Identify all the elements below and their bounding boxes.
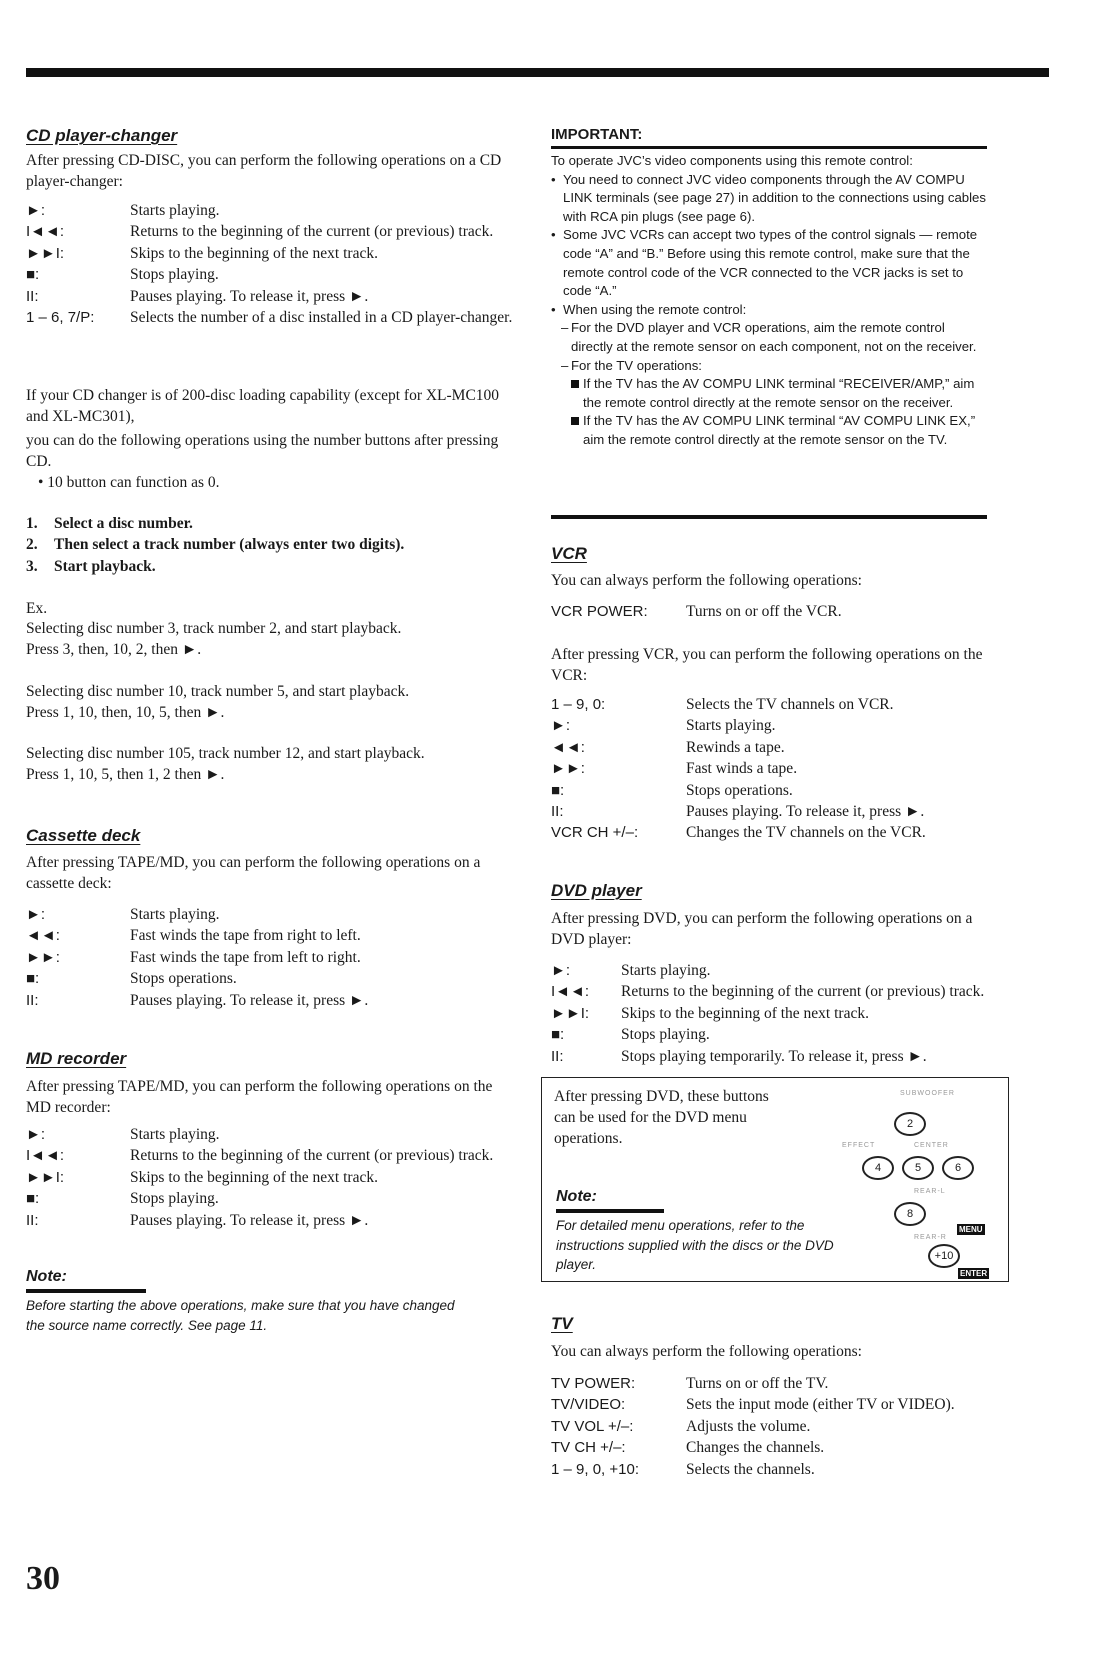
step-row: [26, 534, 516, 555]
op-key: 1 – 9, 0, +10:: [551, 1460, 639, 1478]
example-1b: Press 3, then, 10, 2, then ►.: [26, 641, 202, 658]
op-desc: Selects the number of a disc installed in a CD player-changer.: [130, 309, 513, 327]
op-desc: Changes the TV channels on the VCR.: [686, 824, 926, 842]
vcr-power-row: VCR POWER: Turns on or off the VCR.: [551, 603, 842, 620]
op-key: TV CH +/–:: [551, 1439, 626, 1457]
op-key: ►:: [26, 906, 46, 923]
op-desc: Pauses playing. To release it, press ►.: [130, 1211, 369, 1229]
vcr-section-title: VCR: [551, 544, 587, 563]
important-bullet-1: • You need to connect JVC video components through the AV COMPU LINK terminals (see page 27) in addition to the connections using cables with RCA pin plugs (see page 6).: [551, 171, 986, 224]
op-row: [26, 1188, 516, 1209]
cassette-ops-list: [26, 904, 516, 1011]
button-plus10: +10: [928, 1244, 960, 1268]
op-key: TV/VIDEO:: [551, 1396, 626, 1414]
dvd-box-text: After pressing DVD, these buttons can be used for the DVD menu operations.: [554, 1088, 769, 1147]
step-text: Start playback.: [54, 557, 156, 575]
op-desc: Starts playing.: [621, 962, 711, 979]
example-label: Ex.: [26, 600, 48, 617]
example-3a: Selecting disc number 105, track number 12, and start playback.: [26, 745, 425, 762]
vcr-intro2: After pressing VCR, you can perform the following operations on the VCR:: [551, 646, 983, 684]
rear-l-label: REAR-L: [914, 1188, 946, 1195]
op-desc: Stops playing.: [130, 1190, 219, 1208]
vcr-ops-list: [551, 694, 991, 844]
op-key: I◄◄:: [26, 223, 65, 241]
dvd-ops-list: [551, 960, 1001, 1067]
op-desc: Starts playing.: [130, 906, 220, 923]
op-row: [26, 968, 516, 989]
cassette-section-title: Cassette deck: [26, 826, 141, 845]
step-number: 3.: [26, 557, 38, 575]
remote-illustration: [832, 1084, 1002, 1279]
op-desc: Starts playing.: [130, 1126, 220, 1143]
op-desc: Stops playing.: [130, 266, 219, 284]
vcr-intro: You can always perform the following operations:: [551, 572, 862, 589]
op-key: ■:: [551, 1026, 565, 1044]
op-desc: Turns on or off the TV.: [686, 1375, 829, 1392]
op-row: [551, 1416, 1001, 1437]
button-5: 5: [902, 1156, 934, 1180]
op-key: ►►:: [26, 948, 60, 966]
op-row: [26, 1145, 516, 1166]
op-row: [551, 694, 991, 715]
tv-section-title: TV: [551, 1314, 573, 1333]
important-tv-1: If the TV has the AV COMPU LINK terminal “RECEIVER/AMP,” aim the remote control directly at the remote sensor on the receiver.: [551, 375, 987, 412]
op-row: [551, 981, 1001, 1002]
note-text: Before starting the above operations, make sure that you have changed the source name correctly. See page 11.: [26, 1298, 455, 1333]
op-row: [551, 1003, 1001, 1024]
op-key: II:: [551, 803, 564, 821]
page-number: 30: [26, 1560, 60, 1597]
op-key: I◄◄:: [551, 983, 590, 1001]
op-desc: Fast winds the tape from left to right.: [130, 948, 361, 966]
example-3b: Press 1, 10, 5, then 1, 2 then ►.: [26, 766, 225, 783]
op-row: [551, 1046, 1001, 1067]
example-2a: Selecting disc number 10, track number 5, and start playback.: [26, 683, 410, 700]
dvd-note-bar: [556, 1209, 664, 1213]
op-row: [26, 1167, 516, 1188]
op-key: ■:: [26, 266, 40, 284]
step-number: 1.: [26, 515, 38, 532]
cd-section-title: CD player-changer: [26, 126, 178, 145]
important-sub-1: – For the DVD player and VCR operations, aim the remote control directly at the remote sensor on each component, not on the receiver.: [561, 320, 977, 354]
op-row: [26, 1210, 516, 1231]
op-desc: Rewinds a tape.: [686, 738, 785, 756]
op-desc: Stops playing temporarily. To release it, press ►.: [621, 1047, 927, 1065]
dvd-note-title: Note:: [556, 1188, 597, 1205]
op-key: ►:: [26, 202, 46, 219]
enter-tag: ENTER: [960, 1269, 988, 1278]
op-row: [551, 1373, 1001, 1394]
op-row: [551, 1024, 1001, 1045]
op-row: [551, 1394, 1001, 1415]
button-4: 4: [862, 1156, 894, 1180]
op-row: [26, 221, 516, 242]
example-2b: Press 1, 10, then, 10, 5, then ►.: [26, 704, 225, 721]
op-key: II:: [26, 991, 39, 1009]
square-bullet-icon: [571, 380, 579, 388]
md-ops-list: [26, 1124, 516, 1231]
op-key: ►:: [551, 717, 571, 735]
op-desc: Returns to the beginning of the current (or previous) track.: [130, 1147, 494, 1165]
button-6: 6: [942, 1156, 974, 1180]
step-text: Then select a track number (always enter two digits).: [54, 536, 405, 554]
op-key: II:: [551, 1047, 564, 1065]
op-row: [26, 1124, 516, 1145]
op-row: [551, 801, 991, 822]
op-row: [26, 243, 516, 264]
op-key: ◄◄:: [26, 927, 60, 945]
op-row: [26, 925, 516, 946]
op-row: [26, 200, 516, 221]
effect-label: EFFECT: [842, 1142, 876, 1149]
tv-intro: You can always perform the following operations:: [551, 1343, 862, 1360]
op-key: II:: [26, 287, 39, 305]
op-desc: Pauses playing. To release it, press ►.: [686, 803, 925, 821]
button-8: 8: [894, 1202, 926, 1226]
op-key: ►:: [26, 1126, 46, 1143]
dvd-section-title: DVD player: [551, 881, 642, 900]
center-label: CENTER: [914, 1142, 949, 1149]
top-rule: [26, 68, 1049, 77]
important-bullet-3: • When using the remote control:: [551, 301, 747, 317]
op-row: [26, 904, 516, 925]
important-sub-2: – For the TV operations:: [561, 357, 702, 373]
important-rule: [551, 146, 987, 149]
rear-r-label: REAR-R: [914, 1234, 947, 1241]
dvd-intro: After pressing DVD, you can perform the following operations on a DVD player:: [551, 910, 973, 948]
dvd-menu-box: [541, 1077, 1009, 1282]
op-row: [551, 1437, 1001, 1458]
op-row: [26, 990, 516, 1011]
cd-para-200disc: If your CD changer is of 200-disc loading capability (except for XL-MC100 and XL-MC301),: [26, 387, 500, 425]
step-row: [26, 556, 516, 577]
md-intro: After pressing TAPE/MD, you can perform the following operations on the MD recorder:: [26, 1078, 493, 1116]
important-bottom-rule: [551, 515, 987, 519]
op-key: 1 – 9, 0:: [551, 696, 606, 713]
op-desc: Returns to the beginning of the current (or previous) track.: [621, 983, 985, 1001]
op-desc: Starts playing.: [130, 202, 220, 219]
cd-ops-list: [26, 200, 516, 328]
op-desc: Pauses playing. To release it, press ►.: [130, 991, 369, 1009]
op-key: ►►I:: [26, 244, 65, 262]
step-row: [26, 513, 516, 534]
cd-para-number-buttons: you can do the following operations using the number buttons after pressing CD.: [26, 432, 499, 470]
op-desc: Skips to the beginning of the next track.: [621, 1004, 869, 1022]
op-key: ■:: [551, 781, 565, 799]
op-desc: Selects the channels.: [686, 1460, 815, 1478]
cassette-intro: After pressing TAPE/MD, you can perform the following operations on a cassette deck:: [26, 854, 481, 892]
step-number: 2.: [26, 536, 38, 554]
menu-tag: MENU: [959, 1225, 983, 1234]
op-row: [26, 947, 516, 968]
important-intro: To operate JVC’s video components using this remote control:: [551, 153, 913, 168]
op-desc: Skips to the beginning of the next track.: [130, 1168, 378, 1186]
op-desc: Stops playing.: [621, 1026, 710, 1044]
subwoofer-label: SUBWOOFER: [900, 1090, 955, 1097]
op-key: ►►:: [551, 760, 585, 778]
op-desc: Sets the input mode (either TV or VIDEO).: [686, 1396, 955, 1414]
cd-para-10-button: • 10 button can function as 0.: [38, 474, 220, 491]
note-bar: [26, 1289, 146, 1293]
op-desc: Stops operations.: [130, 970, 237, 988]
op-row: [551, 758, 991, 779]
op-row: [551, 960, 1001, 981]
op-row: [551, 737, 991, 758]
example-1a: Selecting disc number 3, track number 2, and start playback.: [26, 620, 402, 637]
button-2: 2: [894, 1112, 926, 1136]
op-row: [551, 1459, 1001, 1480]
step-text: Select a disc number.: [54, 515, 193, 532]
op-desc: Fast winds a tape.: [686, 760, 798, 778]
op-key: ►:: [551, 962, 571, 979]
md-section-title: MD recorder: [26, 1049, 127, 1068]
note-title: Note:: [26, 1268, 67, 1285]
op-row: [551, 715, 991, 736]
important-tv-2: If the TV has the AV COMPU LINK terminal “AV COMPU LINK EX,” aim the remote control directly at the remote sensor on the TV.: [551, 412, 987, 449]
op-key: 1 – 6, 7/P:: [26, 309, 95, 327]
important-bullet-2: • Some JVC VCRs can accept two types of the control signals — remote code “A” and “B.” Before using this remote control, make sure that the remote control code of the VCR connected to the VCR jacks is set to code “A.”: [551, 227, 978, 299]
cd-steps: [26, 513, 516, 577]
op-desc: Returns to the beginning of the current (or previous) track.: [130, 223, 494, 241]
op-desc: Selects the TV channels on VCR.: [686, 696, 894, 713]
op-row: [551, 780, 991, 801]
op-desc: Stops operations.: [686, 781, 793, 799]
op-key: II:: [26, 1211, 39, 1229]
op-key: ►►I:: [551, 1004, 590, 1022]
op-key: VCR CH +/–:: [551, 824, 639, 842]
cd-intro: After pressing CD-DISC, you can perform the following operations on a CD player-changer:: [26, 152, 502, 190]
important-title: IMPORTANT:: [551, 126, 643, 143]
op-key: ■:: [26, 1190, 40, 1208]
op-key: TV POWER:: [551, 1375, 636, 1392]
op-desc: Pauses playing. To release it, press ►.: [130, 287, 369, 305]
op-key: ►►I:: [26, 1168, 65, 1186]
op-desc: Skips to the beginning of the next track.: [130, 244, 378, 262]
op-key: TV VOL +/–:: [551, 1417, 634, 1435]
op-key: ◄◄:: [551, 738, 585, 756]
important-body: [551, 152, 987, 450]
square-bullet-icon: [571, 417, 579, 425]
op-desc: Starts playing.: [686, 717, 776, 735]
op-key: I◄◄:: [26, 1147, 65, 1165]
op-desc: Adjusts the volume.: [686, 1417, 811, 1435]
op-row: [551, 822, 991, 843]
op-key: ■:: [26, 970, 40, 988]
op-row: [26, 286, 516, 307]
op-desc: Fast winds the tape from right to left.: [130, 927, 361, 945]
dvd-note-text: For detailed menu operations, refer to the instructions supplied with the discs or the DVD player.: [556, 1218, 834, 1272]
op-row: [26, 307, 516, 328]
tv-ops-list: [551, 1373, 1001, 1480]
op-desc: Changes the channels.: [686, 1439, 825, 1457]
op-row: [26, 264, 516, 285]
